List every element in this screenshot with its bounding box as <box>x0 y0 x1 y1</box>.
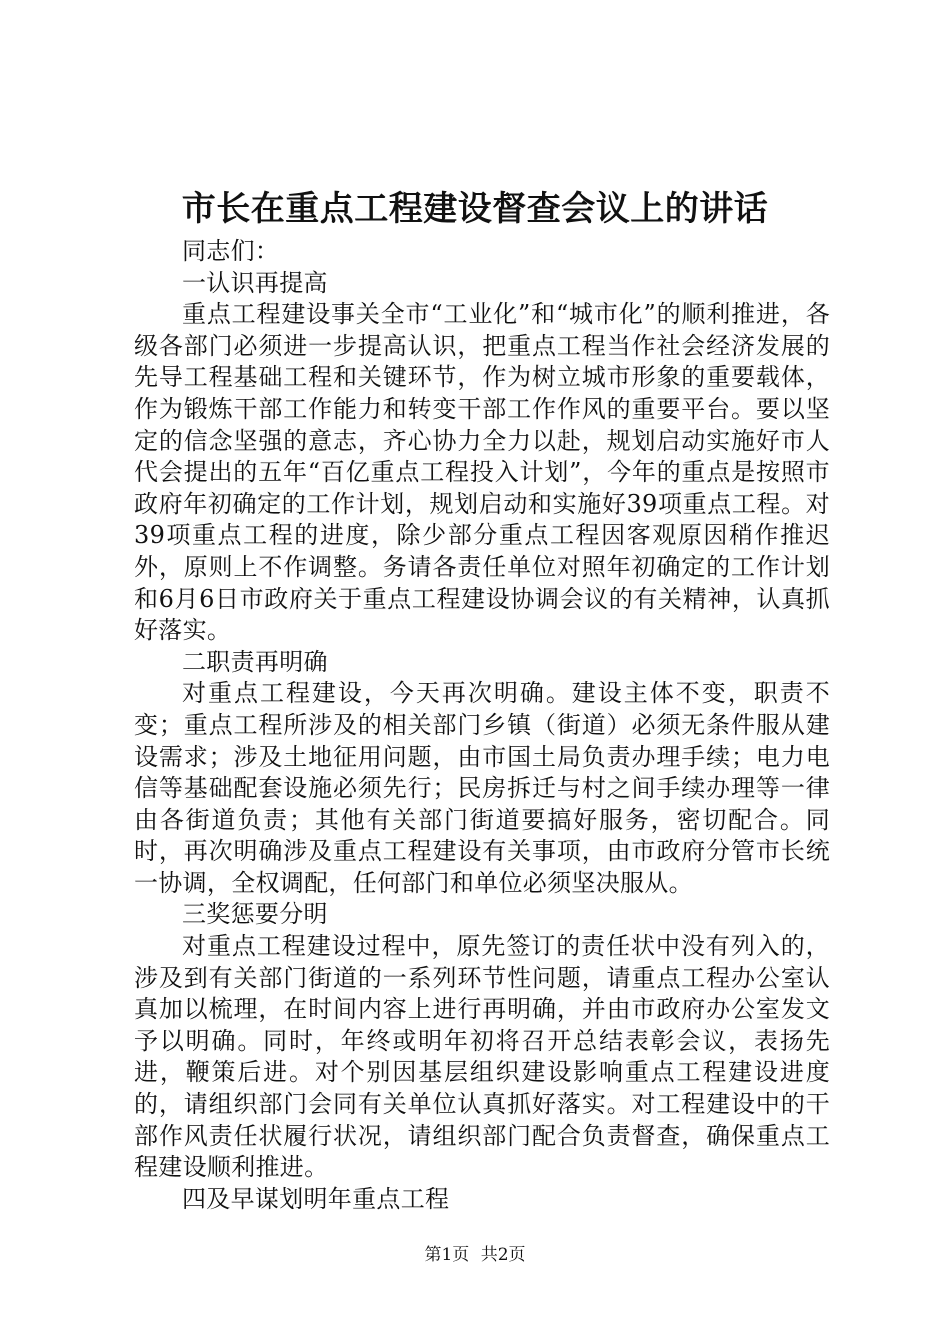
section-heading-1: 一认识再提高 <box>182 268 328 297</box>
section-heading-2: 二职责再明确 <box>182 647 328 676</box>
paragraph-1: 重点工程建设事关全市“工业化”和“城市化”的顺利推进，各级各部门必须进一步提高认识，把重点工程当作社会经济发展的先导工程基础工程和关键环节，作为树立城市形象的重要载体，作为锻炼干部工作能力和转变干部工作作风的重要平台。要以坚定的信念坚强的意志，齐心协力全力以赴，规划启动实施好市人代会提出的五年“百亿重点工程投入计划”，今年的重点是按照市政府年初确定的工作计划，规划启动和实施好39项重点工程。对39项重点工程的进度，除少部分重点工程因客观原因稍作推迟外，原则上不作调整。务请各责任单位对照年初确定的工作计划和6月6日市政府关于重点工程建设协调会议的有关精神，认真抓好落实。 <box>134 300 830 645</box>
page-footer <box>0 1244 950 1266</box>
paragraph-3: 对重点工程建设过程中，原先签订的责任状中没有列入的，涉及到有关部门街道的一系列环节性问题，请重点工程办公室认真加以梳理，在时间内容上进行再明确，并由市政府办公室发文予以明确。同时，年终或明年初将召开总结表彰会议，表扬先进，鞭策后进。对个别因基层组织建设影响重点工程建设进度的，请组织部门会同有关单位认真抓好落实。对工程建设中的干部作风责任状履行状况，请组织部门配合负责督查，确保重点工程建设顺利推进。 <box>134 932 830 1182</box>
document-body <box>134 236 830 1215</box>
section-heading-4: 四及早谋划明年重点工程 <box>182 1184 450 1213</box>
paragraph-2: 对重点工程建设，今天再次明确。建设主体不变，职责不变；重点工程所涉及的相关部门乡镇（街道）必须无条件服从建设需求；涉及土地征用问题，由市国土局负责办理手续；电力电信等基础配套设施必须先行；民房拆迁与村之间手续办理等一律由各街道负责；其他有关部门街道要搞好服务，密切配合。同时，再次明确涉及重点工程建设有关事项，由市政府分管市长统一协调，全权调配，任何部门和单位必须坚决服从。 <box>134 679 830 897</box>
document-title: 市长在重点工程建设督查会议上的讲话 <box>181 189 769 229</box>
salutation: 同志们： <box>182 237 280 265</box>
page-total: 共2页 <box>480 1245 526 1265</box>
section-heading-3: 三奖惩要分明 <box>182 900 328 929</box>
page-number: 第1页 <box>424 1245 470 1265</box>
